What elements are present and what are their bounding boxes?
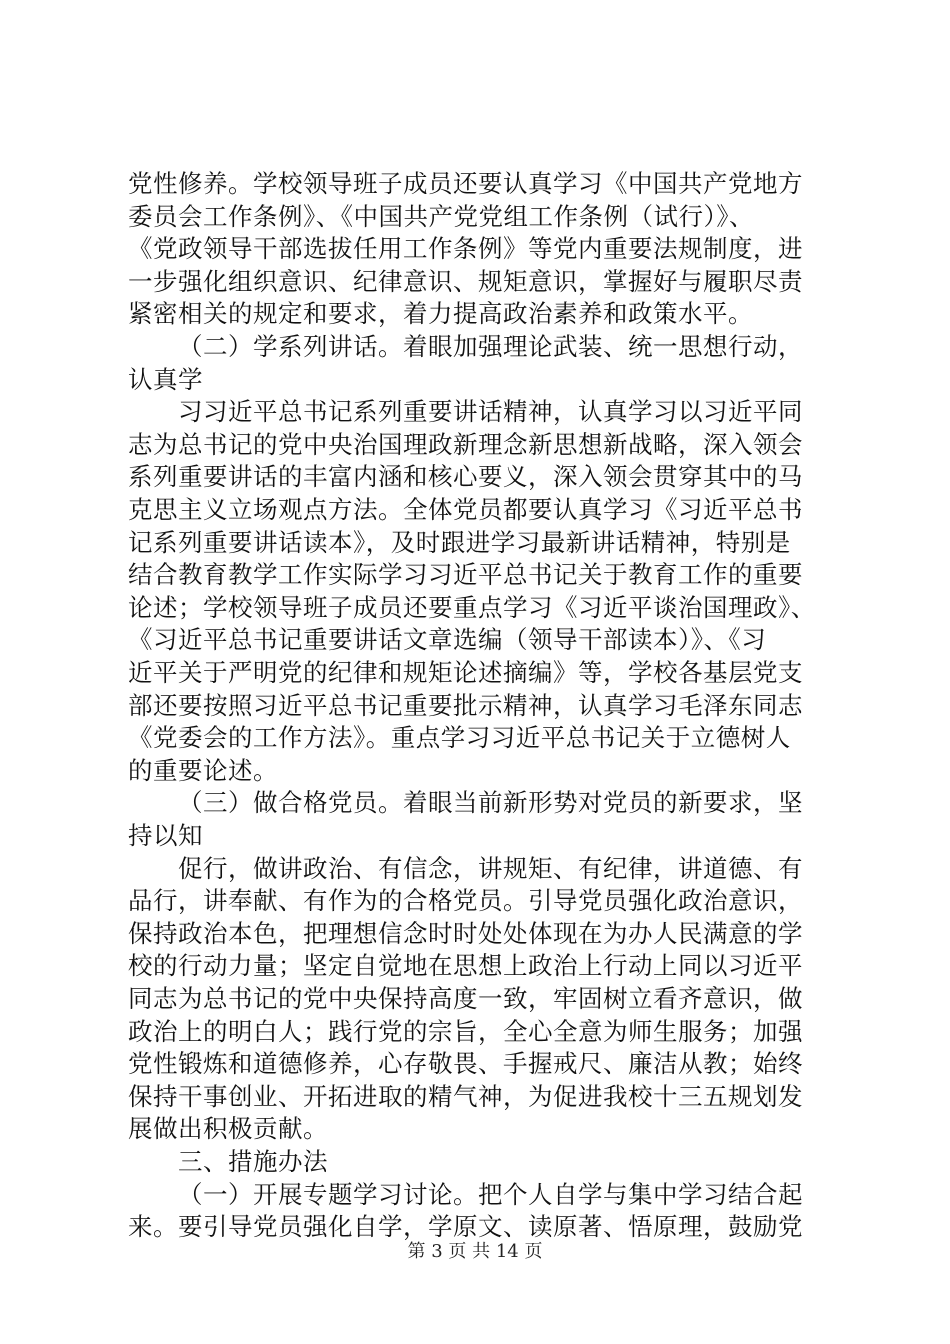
text-line: 部还要按照习近平总书记重要批示精神，认真学习毛泽东同志 xyxy=(128,690,803,720)
text-line: 保持政治本色，把理想信念时时处处体现在为办人民满意的学 xyxy=(128,918,803,948)
page-number-footer: 第 3 页 共 14 页 xyxy=(407,1241,543,1262)
text-line: （三）做合格党员。着眼当前新形势对党员的新要求，坚 xyxy=(178,788,803,818)
text-line: 保持干事创业、开拓进取的精气神，为促进我校十三五规划发 xyxy=(128,1081,803,1111)
text-line: 紧密相关的规定和要求，着力提高政治素养和政策水平。 xyxy=(128,299,753,329)
text-line: 同志为总书记的党中央保持高度一致，牢固树立看齐意识，做 xyxy=(128,984,803,1013)
text-line: 政治上的明白人；践行党的宗旨，全心全意为师生服务；加强 xyxy=(128,1016,803,1046)
text-line: 党性修养。学校领导班子成员还要认真学习《中国共产党地方 xyxy=(128,169,803,198)
text-line: 记系列重要讲话读本》，及时跟进学习最新讲话精神，特别是 xyxy=(128,527,791,557)
text-line: 克思主义立场观点方法。全体党员都要认真学习《习近平总书 xyxy=(128,495,803,524)
text-line: 持以知 xyxy=(128,821,203,850)
text-line: 《党政领导干部选拔任用工作条例》等党内重要法规制度，进 xyxy=(128,234,803,264)
text-line: 促行，做讲政治、有信念，讲规矩、有纪律，讲道德、有 xyxy=(178,853,803,883)
text-line: 一步强化组织意识、纪律意识、规矩意识，掌握好与履职尽责 xyxy=(128,266,803,296)
text-line: 委员会工作条例》、《中国共产党党组工作条例（试行）》、 xyxy=(128,201,754,231)
text-line: 来。要引导党员强化自学，学原文、读原著、悟原理，鼓励党 xyxy=(128,1212,803,1242)
text-line: 系列重要讲话的丰富内涵和核心要义，深入领会贯穿其中的马 xyxy=(128,462,803,492)
text-line: 校的行动力量；坚定自觉地在思想上政治上行动上同以习近平 xyxy=(128,951,803,981)
text-line: 展做出积极贡献。 xyxy=(128,1114,328,1144)
text-line: 三、措施办法 xyxy=(178,1147,328,1176)
text-line: 志为总书记的党中央治国理政新理念新思想新战略，深入领会 xyxy=(128,429,803,459)
text-line: 认真学 xyxy=(128,364,203,394)
text-line: 的重要论述。 xyxy=(128,755,278,785)
text-line: 近平关于严明党的纪律和规矩论述摘编》等，学校各基层党支 xyxy=(128,658,803,687)
text-line: 习习近平总书记系列重要讲话精神，认真学习以习近平同 xyxy=(178,397,803,427)
text-line: 《习近平总书记重要讲话文章选编（领导干部读本）》、《习 xyxy=(128,625,767,655)
text-line: 论述；学校领导班子成员还要重点学习《习近平谈治国理政》、 xyxy=(128,592,816,622)
text-line: （二）学系列讲话。着眼加强理论武装、统一思想行动， xyxy=(178,332,803,361)
text-line: 品行，讲奉献、有作为的合格党员。引导党员强化政治意识， xyxy=(128,886,803,916)
text-line: 《党委会的工作方法》。重点学习习近平总书记关于立德树人 xyxy=(128,723,791,753)
text-line: 党性锻炼和道德修养，心存敬畏、手握戒尺、廉洁从教；始终 xyxy=(128,1049,803,1079)
text-line: 结合教育教学工作实际学习习近平总书记关于教育工作的重要 xyxy=(128,560,803,590)
text-line: （一）开展专题学习讨论。把个人自学与集中学习结合起 xyxy=(178,1179,803,1209)
